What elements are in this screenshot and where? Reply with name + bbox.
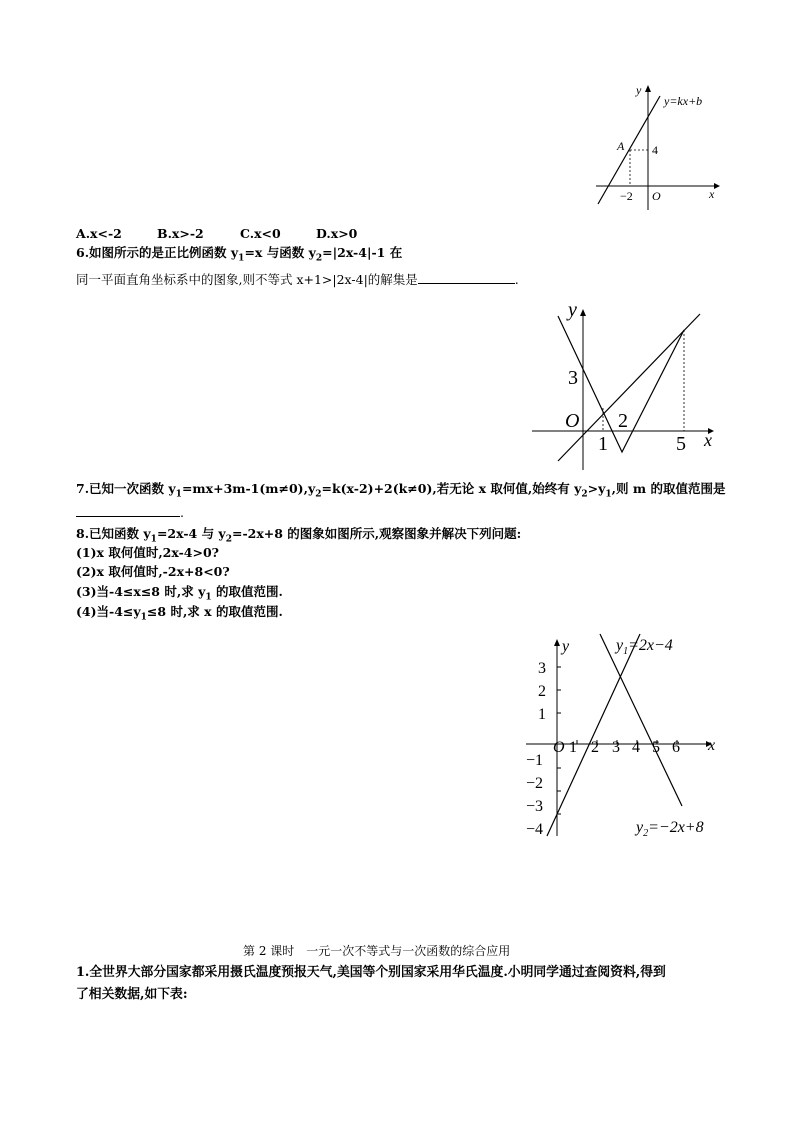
x-axis-label: x [704,430,712,450]
y-tick-neg4: −4 [526,821,544,838]
x-tick-1: 1 [598,433,608,455]
y-axis-label: y [636,83,642,97]
q5-option-c: C.x<0 [240,226,281,241]
q7-line2: . [76,503,184,521]
y-axis-label: y [562,638,570,655]
q8-part1: (1)x 取何值时,2x-4>0? [76,545,219,560]
x-value-label: −2 [620,189,633,203]
q6-answer-blank[interactable] [418,270,515,284]
line-y-kx-b [598,96,660,204]
figure-q8 [520,630,730,842]
y-tick-1: 1 [538,706,546,723]
y-tick-neg2: −2 [526,775,544,792]
figure-q5 [590,82,730,212]
y-arrow-icon [645,85,651,92]
line1-label: $y_1=2x-4$ [616,637,673,657]
q5-option-a: A.x<-2 [76,226,122,241]
x-tick-1: 1 [569,739,577,756]
q7-answer-blank[interactable] [76,503,180,517]
x-axis-label: x [709,187,715,201]
x-tick-3: 3 [612,739,620,756]
y-arrow-icon [554,639,560,646]
q6-line1: 6.如图所示的是正比例函数 $y_1=x$ 与函数 $y_2=|2x-4|-1$ 在 [76,245,403,264]
q1-line1: 1.全世界大部分国家都采用摄氏温度预报天气,美国等个别国家采用华氏温度.小明同学通过查阅资料,得到 [76,965,666,980]
q8-part4: (4)当$-4\le y_1\le 8$ 时,求 x 的取值范围. [76,604,283,623]
x-axis-label: x [708,737,716,754]
line-y1-2x-minus-4 [547,634,640,836]
line2-label: $y_2=-2x+8$ [636,819,704,839]
x-tick-4: 4 [632,739,640,756]
q6-line2: 同一平面直角坐标系中的图象,则不等式 x+1>|2x-4|的解集是 . [76,272,519,287]
y-tick-2: 2 [538,683,546,700]
q1-line2: 了相关数据,如下表: [76,987,188,1002]
section-title: 第 2 课时 一元一次不等式与一次函数的综合应用 [243,944,511,958]
line-y2-minus-2x-plus-8 [600,634,682,806]
x-arrow-icon [714,183,720,189]
q5-option-d: D.x>0 [316,226,358,241]
point-a-label: A [617,139,625,153]
origin-label: O [553,739,565,756]
y-arrow-icon [580,309,586,316]
x-tick-2: 2 [591,739,599,756]
y-value-label: 4 [652,143,658,157]
q5-option-b: B.x>-2 [157,226,204,241]
origin-label: O [565,410,580,432]
origin-label: O [652,189,661,203]
q7-line1: 7.已知一次函数 $y_1=mx+3m-1(m\ne 0),y_2=k(x-2)+2(k\ne 0)$,若无论 x 取何值,始终有 $y_2>y_1$,则 m 的取值范围是 [76,481,726,500]
y-tick-3: 3 [538,660,546,677]
y-axis-label: y [568,299,577,321]
x-tick-2: 2 [618,410,628,432]
x-tick-6: 6 [672,739,680,756]
q8-part2: (2)x 取何值时,-2x+8<0? [76,564,230,579]
q8-line1: 8.已知函数 $y_1=2x-4$ 与 $y_2=-2x+8$ 的图象如图所示,观察图象并解决下列问题: [76,526,522,545]
x-tick-5: 5 [676,433,686,455]
line-label: y=kx+b [664,94,703,108]
y-tick-3: 3 [568,367,578,389]
q8-part3: (3)当-4≤x≤8 时,求 $y_1$ 的取值范围. [76,584,283,603]
y-tick-neg1: −1 [526,752,544,769]
y-tick-neg3: −3 [526,798,544,815]
figure-q6 [528,296,728,476]
x-tick-5: 5 [652,739,660,756]
